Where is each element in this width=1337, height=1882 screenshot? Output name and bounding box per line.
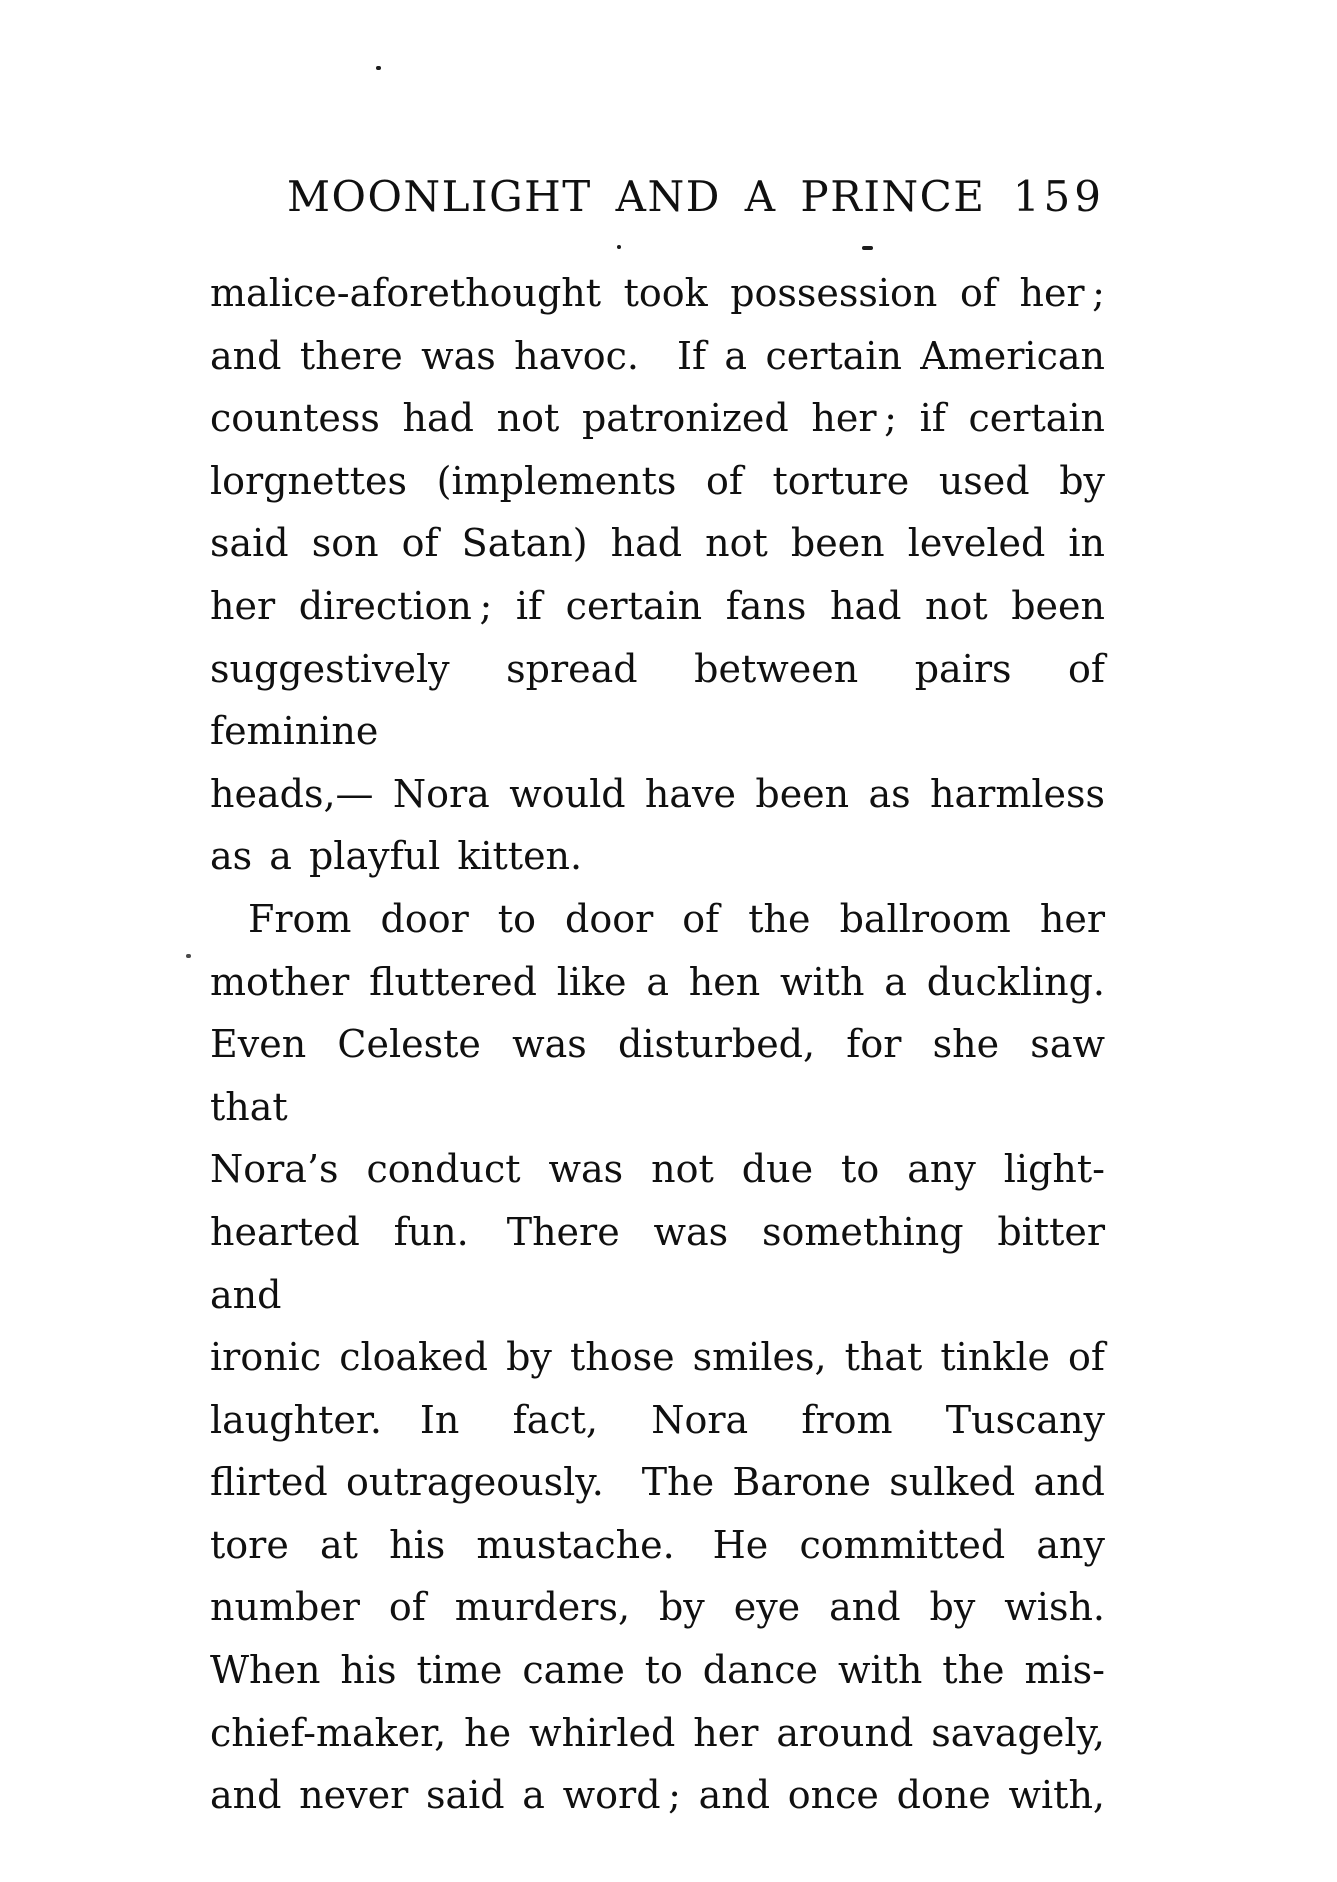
scan-speck bbox=[617, 245, 621, 249]
text-line: number of murders, by eye and by wish. bbox=[210, 1585, 1105, 1630]
text-line: mother fluttered like a hen with a duckling. bbox=[210, 959, 1105, 1004]
text-line: her direction ; if certain fans had not been bbox=[210, 583, 1105, 628]
scan-speck bbox=[376, 66, 381, 70]
text-line: lorgnettes (implements of torture used by bbox=[210, 458, 1105, 503]
text-line: malice-aforethought took possession of her ; bbox=[210, 271, 1105, 315]
text-line: suggestively spread between pairs of feminine bbox=[210, 646, 1105, 754]
page-text bbox=[210, 262, 1105, 1827]
scan-speck bbox=[186, 954, 191, 958]
page-title: MOONLIGHT AND A PRINCE bbox=[287, 172, 986, 221]
text-line: Even Celeste was disturbed, for she saw that bbox=[210, 1022, 1105, 1129]
text-line: and never said a word ; and once done with, bbox=[210, 1773, 1105, 1818]
text-line: said son of Satan) had not been leveled in bbox=[210, 521, 1105, 566]
text-line: tore at his mustache. He committed any bbox=[210, 1522, 1105, 1567]
text-line: as a playful kitten. bbox=[210, 834, 583, 879]
running-header bbox=[210, 172, 1105, 221]
text-line: When his time came to dance with the mis- bbox=[210, 1648, 1105, 1693]
text-line: From door to door of the ballroom her bbox=[248, 896, 1105, 941]
text-line: Nora’s conduct was not due to any light- bbox=[210, 1147, 1105, 1192]
text-line: laughter. In fact, Nora from Tuscany bbox=[210, 1397, 1105, 1442]
page-number: 159 bbox=[1012, 172, 1105, 221]
text-line: flirted outrageously. The Barone sulked and bbox=[210, 1460, 1105, 1505]
text-line: ironic cloaked by those smiles, that tinkle of bbox=[210, 1335, 1105, 1380]
text-line: chief-maker, he whirled her around savagely, bbox=[210, 1710, 1105, 1755]
scan-speck bbox=[862, 246, 873, 250]
text-line: heads,— Nora would have been as harmless bbox=[210, 771, 1105, 816]
text-line: countess had not patronized her ; if certain bbox=[210, 396, 1105, 441]
text-line: and there was havoc. If a certain American bbox=[210, 333, 1105, 378]
text-line: hearted fun. There was something bitter and bbox=[210, 1209, 1105, 1317]
